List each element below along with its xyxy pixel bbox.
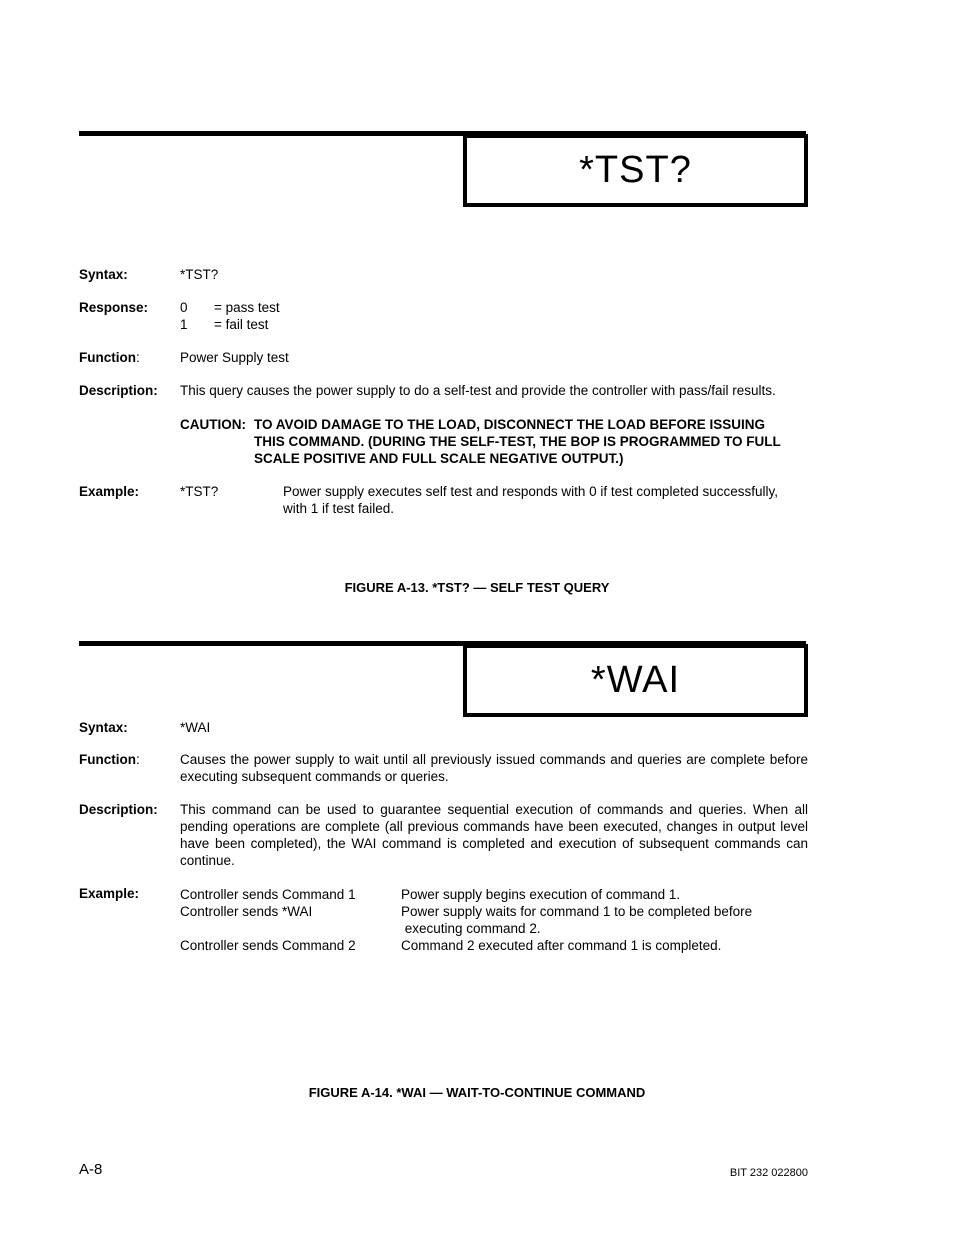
example-row-right: executing command 2. bbox=[401, 921, 541, 936]
tst-example-text: Power supply executes self test and responds with 0 if test completed successfully, bbox=[283, 484, 778, 499]
wai-title: *WAI bbox=[590, 659, 681, 701]
example-row-left: Controller sends *WAI bbox=[180, 904, 313, 919]
tst-example-text: with 1 if test failed. bbox=[283, 501, 395, 516]
tst-function-value: Power Supply test bbox=[180, 350, 289, 365]
tst-function-label: Function: bbox=[79, 350, 140, 365]
page-number: A-8 bbox=[79, 1161, 103, 1178]
example-row-left: Controller sends Command 1 bbox=[180, 887, 356, 902]
response-code: 1 bbox=[180, 317, 188, 332]
response-meaning: = fail test bbox=[214, 317, 269, 332]
tst-response-row bbox=[180, 299, 188, 316]
wai-description-value: This command can be used to guarantee sequential execution of commands and queries. When all pending operations are complete (all previous commands have been executed, changes in output level have been completed), the WAI command is completed and execution of subsequent commands can continue. bbox=[180, 802, 808, 868]
tst-example-label: Example: bbox=[79, 484, 140, 499]
wai-title-box bbox=[463, 644, 808, 717]
caution-label: CAUTION: bbox=[180, 417, 246, 432]
response-meaning: = pass test bbox=[214, 300, 280, 315]
tst-response-row bbox=[180, 316, 188, 333]
tst-title-box bbox=[463, 134, 808, 207]
wai-example-label: Example: bbox=[79, 886, 140, 901]
tst-title: *TST? bbox=[579, 149, 692, 191]
caution-line: TO AVOID DAMAGE TO THE LOAD, DISCONNECT THE LOAD BEFORE ISSUING bbox=[254, 417, 766, 432]
example-row-right: Power supply begins execution of command 1. bbox=[401, 887, 681, 902]
wai-syntax-value: *WAI bbox=[180, 720, 211, 735]
wai-function-label: Function: bbox=[79, 752, 140, 767]
tst-description-value: This query causes the power supply to do a self-test and provide the controller with pass/fail results. bbox=[180, 383, 776, 398]
figure-caption-a14: FIGURE A-14. *WAI — WAIT-TO-CONTINUE COMMAND bbox=[308, 1085, 646, 1100]
tst-description-label: Description: bbox=[79, 383, 158, 398]
wai-description-label: Description: bbox=[79, 802, 158, 817]
response-code: 0 bbox=[180, 300, 188, 315]
tst-syntax-value: *TST? bbox=[180, 267, 219, 282]
tst-response-label: Response: bbox=[79, 300, 149, 315]
example-row-right: Command 2 executed after command 1 is completed. bbox=[401, 938, 722, 953]
wai-function-value: Causes the power supply to wait until all previously issued commands and queries are complete before executing subsequent commands or queries. bbox=[180, 752, 808, 784]
caution-line: THIS COMMAND. (DURING THE SELF-TEST, THE BOP IS PROGRAMMED TO FULL bbox=[254, 434, 781, 449]
document-id: BIT 232 022800 bbox=[729, 1167, 808, 1179]
figure-caption-a13: FIGURE A-13. *TST? — SELF TEST QUERY bbox=[344, 580, 610, 595]
caution-line: SCALE POSITIVE AND FULL SCALE NEGATIVE OUTPUT.) bbox=[254, 451, 624, 466]
tst-example-command: *TST? bbox=[180, 484, 219, 499]
tst-syntax-label: Syntax: bbox=[79, 267, 128, 282]
wai-syntax-label: Syntax: bbox=[79, 720, 128, 735]
example-row-left: Controller sends Command 2 bbox=[180, 938, 356, 953]
example-row-right: Power supply waits for command 1 to be completed before bbox=[401, 904, 753, 919]
